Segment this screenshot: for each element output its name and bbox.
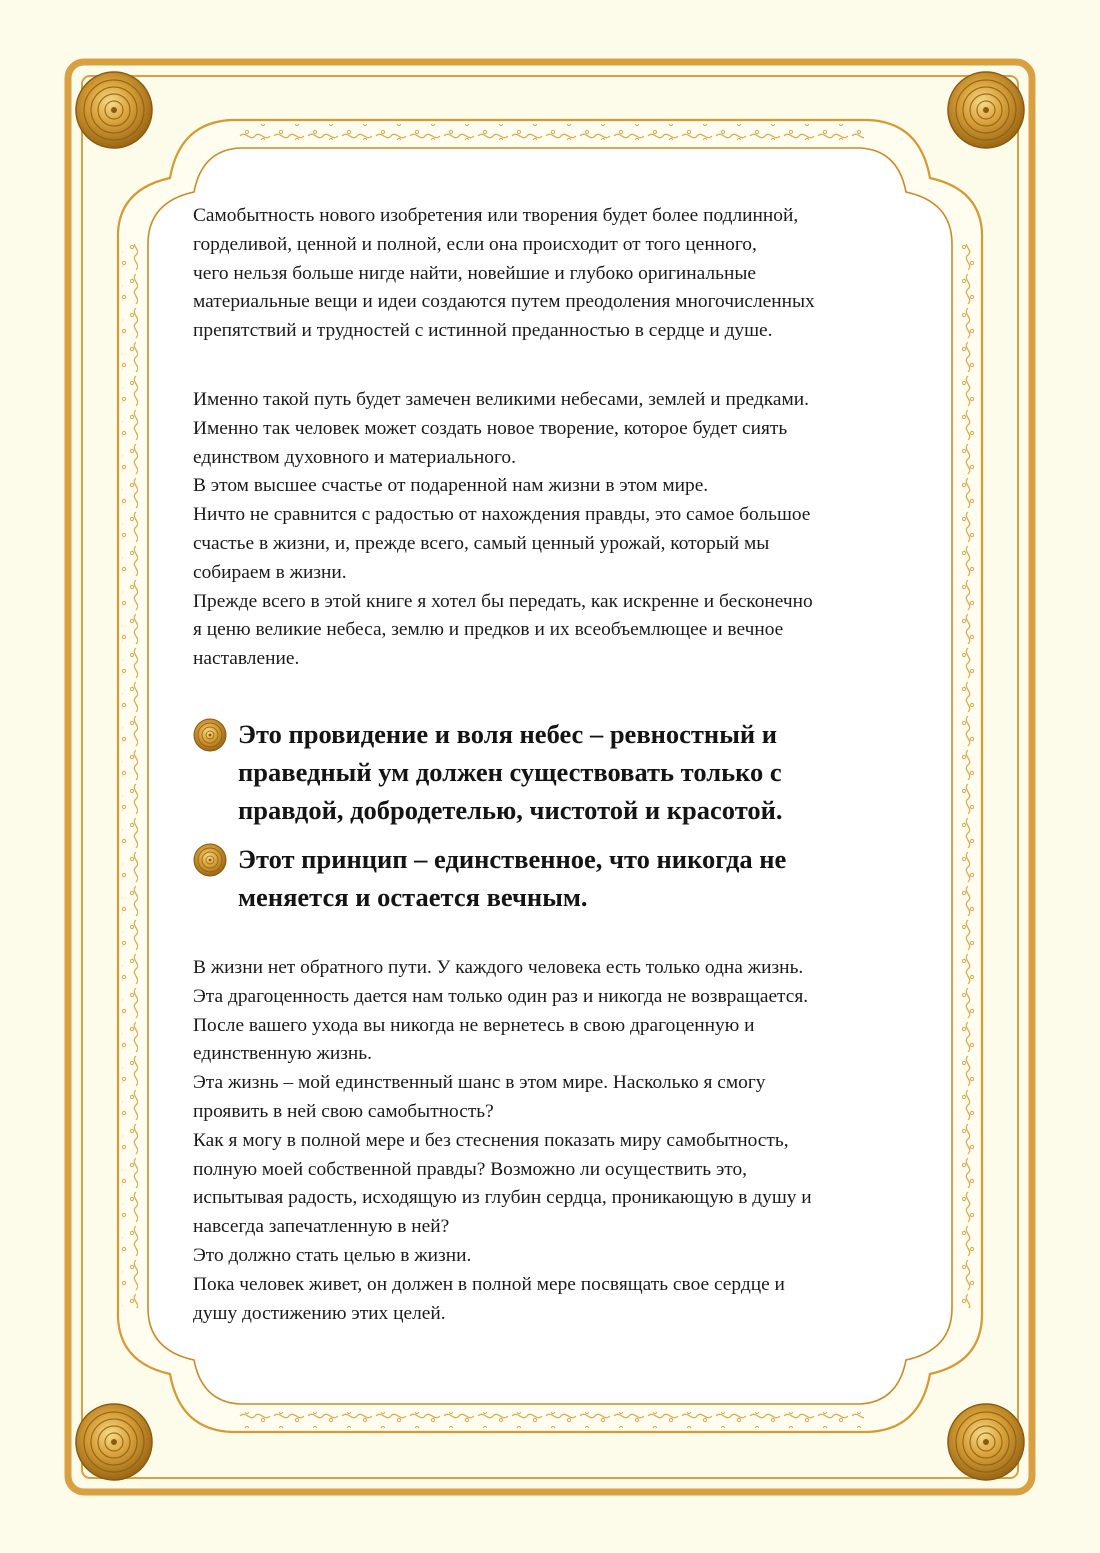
- swirl-bottom: [236, 1412, 864, 1428]
- text-line: После вашего ухода вы никогда не вернетесь в свою драгоценную и: [193, 1014, 755, 1036]
- gold-spiral-bullet-icon: [193, 843, 227, 877]
- paragraph-path: [193, 386, 933, 674]
- corner-medallion-bottom-left-icon: [76, 1404, 152, 1480]
- text-line: испытывая радость, исходящую из глубин сердца, проникающую в душу и: [193, 1187, 812, 1209]
- text-line: навсегда запечатленную в ней?: [193, 1216, 450, 1238]
- text-line: В жизни нет обратного пути. У каждого человека есть только одна жизнь.: [193, 956, 804, 978]
- text-line: Эта жизнь – мой единственный шанс в этом мире. Насколько я смогу: [193, 1072, 766, 1094]
- text-line: полную моей собственной правды? Возможно ли осуществить это,: [193, 1158, 748, 1180]
- principle-item: [193, 840, 933, 916]
- text-line: я ценю великие небеса, землю и предков и их всеобъемлющее и вечное: [193, 619, 784, 641]
- text-line: Именно такой путь будет замечен великими небесами, землей и предками.: [193, 388, 809, 410]
- paragraph-life: [193, 954, 933, 1328]
- corner-medallion-top-left-icon: [76, 72, 152, 148]
- text-line: Эта драгоценность дается нам только один раз и никогда не возвращается.: [193, 985, 809, 1007]
- text-line: Пока человек живет, он должен в полной мере посвящать свое сердце и: [193, 1273, 785, 1295]
- corner-medallion-top-right-icon: [948, 72, 1024, 148]
- swirl-left: [122, 244, 138, 1308]
- text-line: Как я могу в полной мере и без стеснения показать миру самобытность,: [193, 1129, 789, 1151]
- swirl-top: [236, 124, 864, 140]
- text-line: горделивой, ценной и полной, если она происходит от того ценного,: [193, 233, 757, 255]
- text-line: проявить в ней свою самобытность?: [193, 1100, 494, 1122]
- text-line: материальные вещи и идеи создаются путем преодоления многочисленных: [193, 291, 815, 313]
- principle-line: Этот принцип – единственное, что никогда не: [238, 843, 787, 874]
- principle-item: [193, 715, 933, 829]
- text-line: препятствий и трудностей с истинной преданностью в сердце и душе.: [193, 320, 773, 342]
- text-line: счастье в жизни, и, прежде всего, самый ценный урожай, который мы: [193, 532, 770, 554]
- text-line: Именно так человек может создать новое творение, которое будет сиять: [193, 417, 788, 439]
- principle-line: праведный ум должен существовать только с: [238, 756, 782, 787]
- text-line: чего нельзя больше нигде найти, новейшие и глубоко оригинальные: [193, 262, 756, 284]
- principles-list: [193, 715, 933, 916]
- text-line: душу достижению этих целей.: [193, 1302, 446, 1324]
- swirl-right: [962, 244, 978, 1308]
- text-line: Это должно стать целью в жизни.: [193, 1244, 472, 1266]
- text-line: собираем в жизни.: [193, 561, 347, 583]
- text-line: Прежде всего в этой книге я хотел бы передать, как искренне и бесконечно: [193, 590, 813, 612]
- principle-line: Это провидение и воля небес – ревностный и: [238, 718, 778, 749]
- gold-spiral-bullet-icon: [193, 718, 227, 752]
- text-line: единством духовного и материального.: [193, 446, 516, 468]
- corner-medallion-bottom-right-icon: [948, 1404, 1024, 1480]
- text-line: наставление.: [193, 648, 300, 670]
- text-line: Ничто не сравнится с радостью от нахождения правды, это самое большое: [193, 504, 811, 526]
- text-line: единственную жизнь.: [193, 1043, 372, 1065]
- principle-line: меняется и остается вечным.: [238, 881, 588, 912]
- principle-line: правдой, добродетелью, чистотой и красотой.: [238, 794, 783, 825]
- paragraph-originality: [193, 202, 933, 346]
- page-content: [193, 202, 933, 1328]
- text-line: В этом высшее счастье от подаренной нам жизни в этом мире.: [193, 475, 709, 497]
- text-line: Самобытность нового изобретения или творения будет более подлинной,: [193, 205, 799, 226]
